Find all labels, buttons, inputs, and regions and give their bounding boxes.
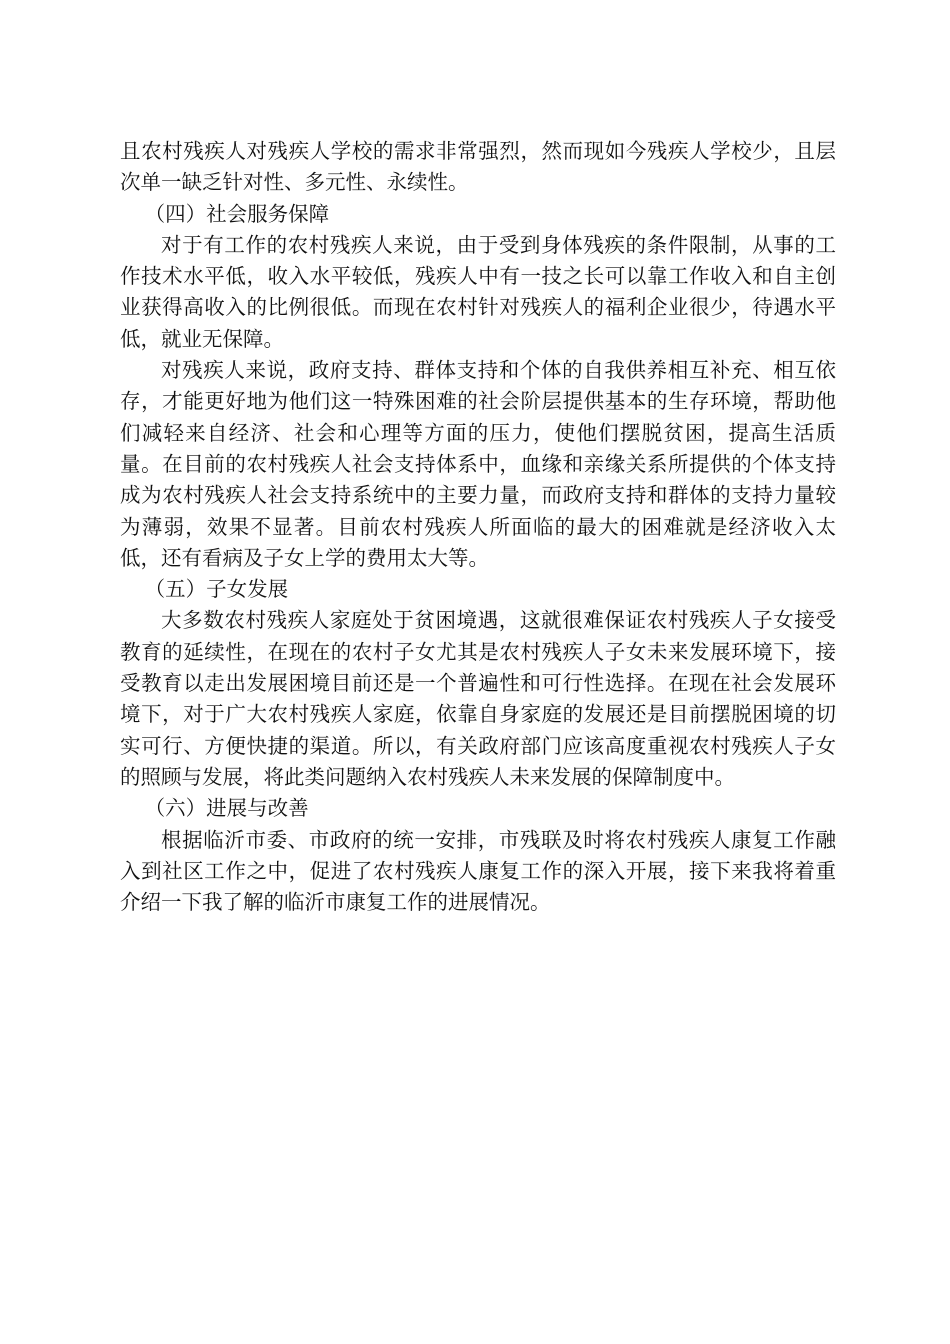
body-paragraph-continued: 且农村残疾人对残疾人学校的需求非常强烈，然而现如今残疾人学校少，且层次单一缺乏针对性、多元性、永续性。 (120, 139, 836, 195)
section-heading-children-development: （五）子女发展 (144, 577, 289, 602)
document-page (120, 136, 836, 918)
section-heading-social-service: （四）社会服务保障 (144, 201, 330, 226)
body-paragraph: 对残疾人来说，政府支持、群体支持和个体的自我供养相互补充、相互依存，才能更好地为他们这一特殊困难的社会阶层提供基本的生存环境，帮助他们减轻来自经济、社会和心理等方面的压力，使他们摆脱贫困，提高生活质量。在目前的农村残疾人社会支持体系中，血缘和亲缘关系所提供的个体支持成为农村残疾人社会支持系统中的主要力量，而政府支持和群体的支持力量较为薄弱，效果不显著。目前农村残疾人所面临的最大的困难就是经济收入太低，还有看病及子女上学的费用太大等。 (120, 358, 836, 570)
body-paragraph: 大多数农村残疾人家庭处于贫困境遇，这就很难保证农村残疾人子女接受教育的延续性，在现在的农村子女尤其是农村残疾人子女未来发展环境下，接受教育以走出发展困境目前还是一个普遍性和可行性选择。在现在社会发展环境下，对于广大农村残疾人家庭，依靠自身家庭的发展还是目前摆脱困境的切实可行、方便快捷的渠道。所以，有关政府部门应该高度重视农村残疾人子女的照顾与发展，将此类问题纳入农村残疾人未来发展的保障制度中。 (120, 608, 836, 789)
section-heading-progress-improvement: （六）进展与改善 (144, 796, 309, 821)
body-paragraph: 对于有工作的农村残疾人来说，由于受到身体残疾的条件限制，从事的工作技术水平低，收入水平较低，残疾人中有一技之长可以靠工作收入和自主创业获得高收入的比例很低。而现在农村针对残疾人的福利企业很少，待遇水平低，就业无保障。 (120, 232, 836, 351)
body-paragraph: 根据临沂市委、市政府的统一安排，市残联及时将农村残疾人康复工作融入到社区工作之中，促进了农村残疾人康复工作的深入开展，接下来我将着重介绍一下我了解的临沂市康复工作的进展情况。 (120, 827, 836, 915)
